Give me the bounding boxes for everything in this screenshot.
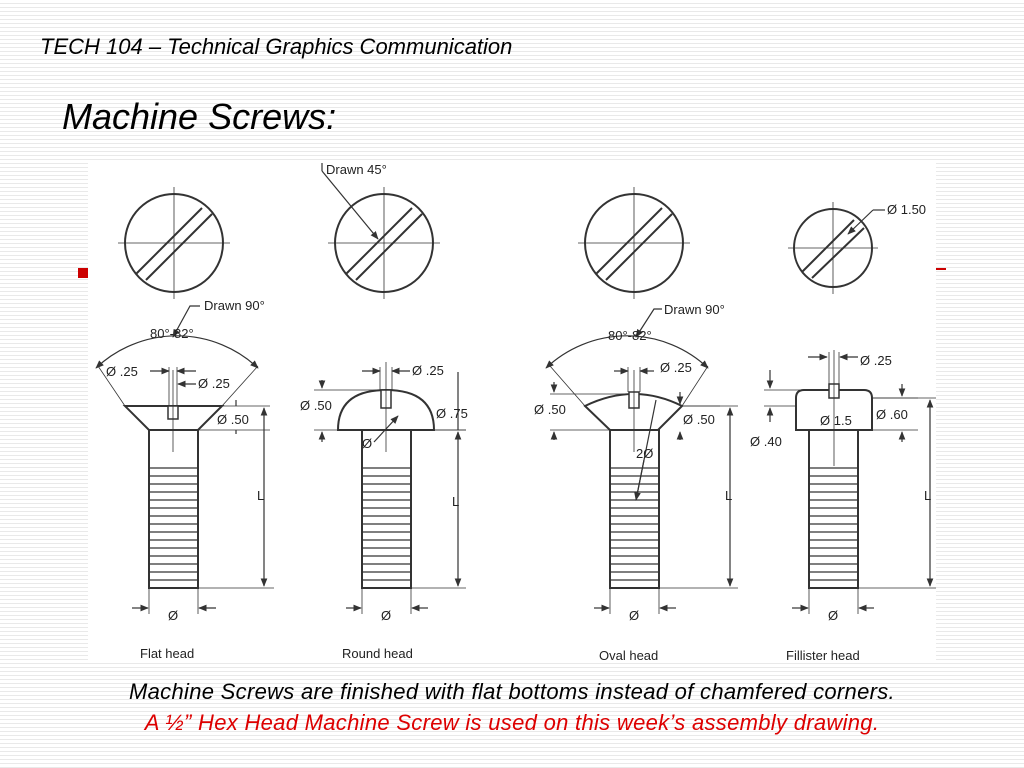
round-head-top-view bbox=[322, 163, 440, 299]
oval-head-caption: Oval head bbox=[599, 648, 659, 662]
note-drawn-45: Drawn 45° bbox=[326, 162, 387, 177]
fillister-head-slot-label: Ø .25 bbox=[860, 353, 892, 368]
flat-head-shank-label: Ø bbox=[168, 608, 179, 623]
fillister-head-height-label: Ø .40 bbox=[750, 434, 782, 449]
round-head-height-label: Ø .50 bbox=[300, 398, 332, 413]
oval-head-slot-label: Ø .25 bbox=[660, 360, 692, 375]
oval-head-height-label: Ø .50 bbox=[534, 402, 566, 417]
flat-head-angle-label: 80°-82° bbox=[150, 326, 194, 341]
flat-head-top-view bbox=[118, 187, 230, 299]
flat-head-length-label: L bbox=[257, 488, 265, 503]
oval-head-dia-label: Ø .50 bbox=[683, 412, 715, 427]
bullet-trail-mark bbox=[936, 268, 946, 270]
round-head-side-view bbox=[314, 362, 466, 614]
oval-head-crown-label: 2Ø bbox=[636, 446, 654, 461]
flat-head-height-label: Ø .50 bbox=[217, 412, 249, 427]
flat-head-side-view bbox=[96, 306, 274, 614]
round-head-shank-label: Ø bbox=[381, 608, 392, 623]
fillister-head-side-view bbox=[764, 350, 936, 614]
flat-head-drawn-90-label: Drawn 90° bbox=[204, 298, 265, 313]
fillister-head-length-label: L bbox=[924, 488, 932, 503]
fillister-top-dia-label: Ø 1.50 bbox=[887, 202, 927, 217]
flat-head-dia-label: Ø .25 bbox=[106, 364, 138, 379]
round-head-dia-label: Ø .75 bbox=[436, 406, 468, 421]
machine-screws-figure bbox=[88, 162, 936, 662]
oval-head-side-view bbox=[546, 309, 738, 614]
oval-head-angle-label: 80°-82° bbox=[608, 328, 652, 343]
round-head-caption: Round head bbox=[342, 646, 413, 661]
oval-head-length-label: L bbox=[725, 488, 733, 503]
round-head-inner-label: Ø bbox=[362, 436, 373, 451]
flat-head-slot-label: Ø .25 bbox=[198, 376, 230, 391]
screws-drawing bbox=[88, 162, 936, 662]
caption-assignment-note: A ½” Hex Head Machine Screw is used on this week’s assembly drawing. bbox=[144, 710, 880, 735]
fillister-head-top-view bbox=[788, 202, 885, 294]
round-head-length-label: L bbox=[452, 494, 460, 509]
fillister-head-caption: Fillister head bbox=[786, 648, 860, 662]
round-head-slot-label: Ø .25 bbox=[412, 363, 444, 378]
course-title: TECH 104 – Technical Graphics Communication bbox=[40, 34, 513, 59]
caption-note: Machine Screws are finished with flat bottoms instead of chamfered corners. bbox=[129, 679, 895, 704]
flat-head-caption: Flat head bbox=[140, 646, 195, 661]
oval-head-drawn-90-label: Drawn 90° bbox=[664, 302, 725, 317]
oval-head-top-view bbox=[578, 187, 690, 299]
fillister-head-height2-label: Ø .60 bbox=[876, 407, 908, 422]
fillister-head-dia-label: Ø 1.5 bbox=[820, 413, 852, 428]
oval-head-shank-label: Ø bbox=[629, 608, 640, 623]
fillister-head-shank-label: Ø bbox=[828, 608, 839, 623]
bullet-marker bbox=[78, 268, 88, 278]
slide-title: Machine Screws: bbox=[62, 96, 337, 137]
